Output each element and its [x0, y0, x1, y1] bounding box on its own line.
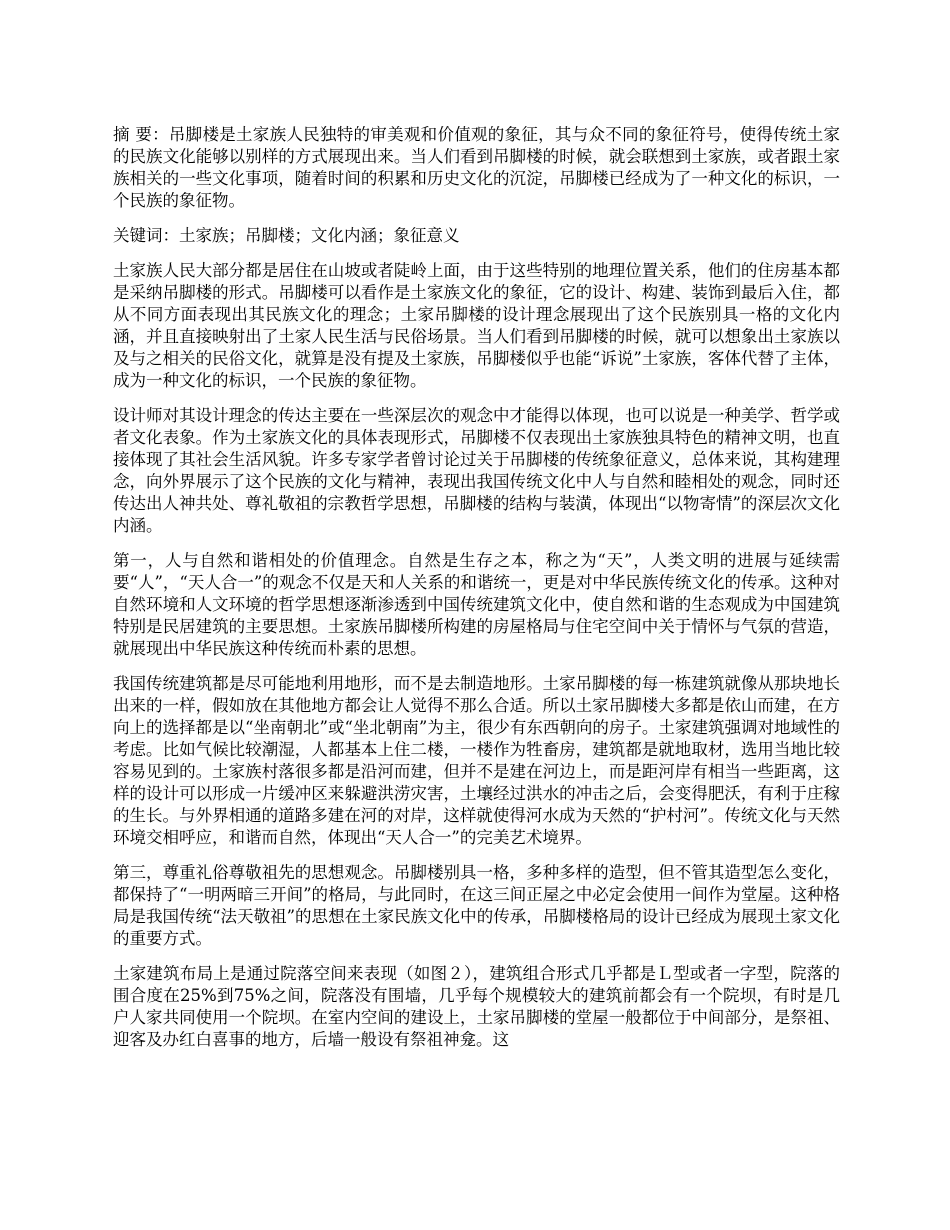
body-paragraph: 第一，人与自然和谐相处的价值理念。自然是生存之本，称之为“天”，人类文明的进展与延续需要“人”，“天人合一”的观念不仅是天和人关系的和谐统一，更是对中华民族传统文化的传承。这种对自然环境和人文环境的哲学思想逐渐渗透到中国传统建筑文化中，使自然和谐的生态观成为中国建筑特别是民居建筑的主要思想。土家族吊脚楼所构建的房屋格局与住宅空间中关于情怀与气氛的营造，就展现出中华民族这种传统而朴素的思想。	[113, 551, 840, 658]
document-body	[113, 124, 840, 1064]
body-paragraph: 我国传统建筑都是尽可能地利用地形，而不是去制造地形。土家吊脚楼的每一栋建筑就像从那块地长出来的一样，假如放在其他地方都会让人觉得不那么合适。所以土家吊脚楼大多都是依山而建，在方向上的选择都是以“坐南朝北”或“坐北朝南”为主，很少有东西朝向的房子。土家建筑强调对地域性的考虑。比如气候比较潮湿，人都基本上住二楼，一楼作为牲畜房，建筑都是就地取材，选用当地比较容易见到的。土家族村落很多都是沿河而建，但并不是建在河边上，而是距河岸有相当一些距离，这样的设计可以形成一片缓冲区来躲避洪涝灾害，土壤经过洪水的冲击之后，会变得肥沃，有利于庄稼的生长。与外界相通的道路多建在河的对岸，这样就使得河水成为天然的“护村河”。传统文化与天然环境交相呼应，和谐而自然，体现出“天人合一”的完美艺术境界。	[113, 674, 840, 847]
body-paragraph: 土家族人民大部分都是居住在山坡或者陡岭上面，由于这些特别的地理位置关系，他们的住房基本都是采纳吊脚楼的形式。吊脚楼可以看作是土家族文化的象征，它的设计、构建、装饰到最后入住，都从不同方面表现出其民族文化的理念；土家吊脚楼的设计理念展现出了这个民族别具一格的文化内涵，并且直接映射出了土家人民生活与民俗场景。当人们看到吊脚楼的时候，就可以想象出土家族以及与之相关的民俗文化，就算是没有提及土家族，吊脚楼似乎也能“诉说”土家族，客体代替了主体，成为一种文化的标识，一个民族的象征物。	[113, 261, 840, 390]
body-paragraph: 设计师对其设计理念的传达主要在一些深层次的观念中才能得以体现，也可以说是一种美学、哲学或者文化表象。作为土家族文化的具体表现形式，吊脚楼不仅表现出土家族独具特色的精神文明，也直接体现了其社会生活风貌。许多专家学者曾讨论过关于吊脚楼的传统象征意义，总体来说，其构建理念，向外界展示了这个民族的文化与精神，表现出我国传统文化中人与自然和睦相处的观念，同时还传达出人神共处、尊礼敬祖的宗教哲学思想，吊脚楼的结构与装潢，体现出“以物寄情”的深层次文化内涵。	[113, 406, 840, 535]
body-paragraph: 第三，尊重礼俗尊敬祖先的思想观念。吊脚楼别具一格，多种多样的造型，但不管其造型怎么变化，都保持了“一明两暗三开间”的格局，与此同时，在这三间正屋之中必定会使用一间作为堂屋。这种格局是我国传统“法天敬祖”的思想在土家民族文化中的传承，吊脚楼格局的设计已经成为展现土家文化的重要方式。	[113, 863, 840, 948]
abstract-paragraph: 摘 要：吊脚楼是土家族人民独特的审美观和价值观的象征，其与众不同的象征符号，使得传统土家的民族文化能够以别样的方式展现出来。当人们看到吊脚楼的时候，就会联想到土家族，或者跟土家族相关的一些文化事项，随着时间的积累和历史文化的沉淀，吊脚楼已经成为了一种文化的标识，一个民族的象征物。	[113, 125, 840, 210]
keywords-paragraph: 关键词：土家族；吊脚楼；文化内涵；象征意义	[113, 226, 460, 245]
body-paragraph: 土家建筑布局上是通过院落空间来表现（如图２），建筑组合形式几乎都是Ｌ型或者一字型，院落的围合度在25%到75%之间，院落没有围墙，几乎每个规模较大的建筑前都会有一个院坝，有时是几户人家共同使用一个院坝。在室内空间的建设上，土家吊脚楼的堂屋一般都位于中间部分，是祭祖、迎客及办红白喜事的地方，后墙一般设有祭祖神龛。这	[113, 964, 840, 1049]
